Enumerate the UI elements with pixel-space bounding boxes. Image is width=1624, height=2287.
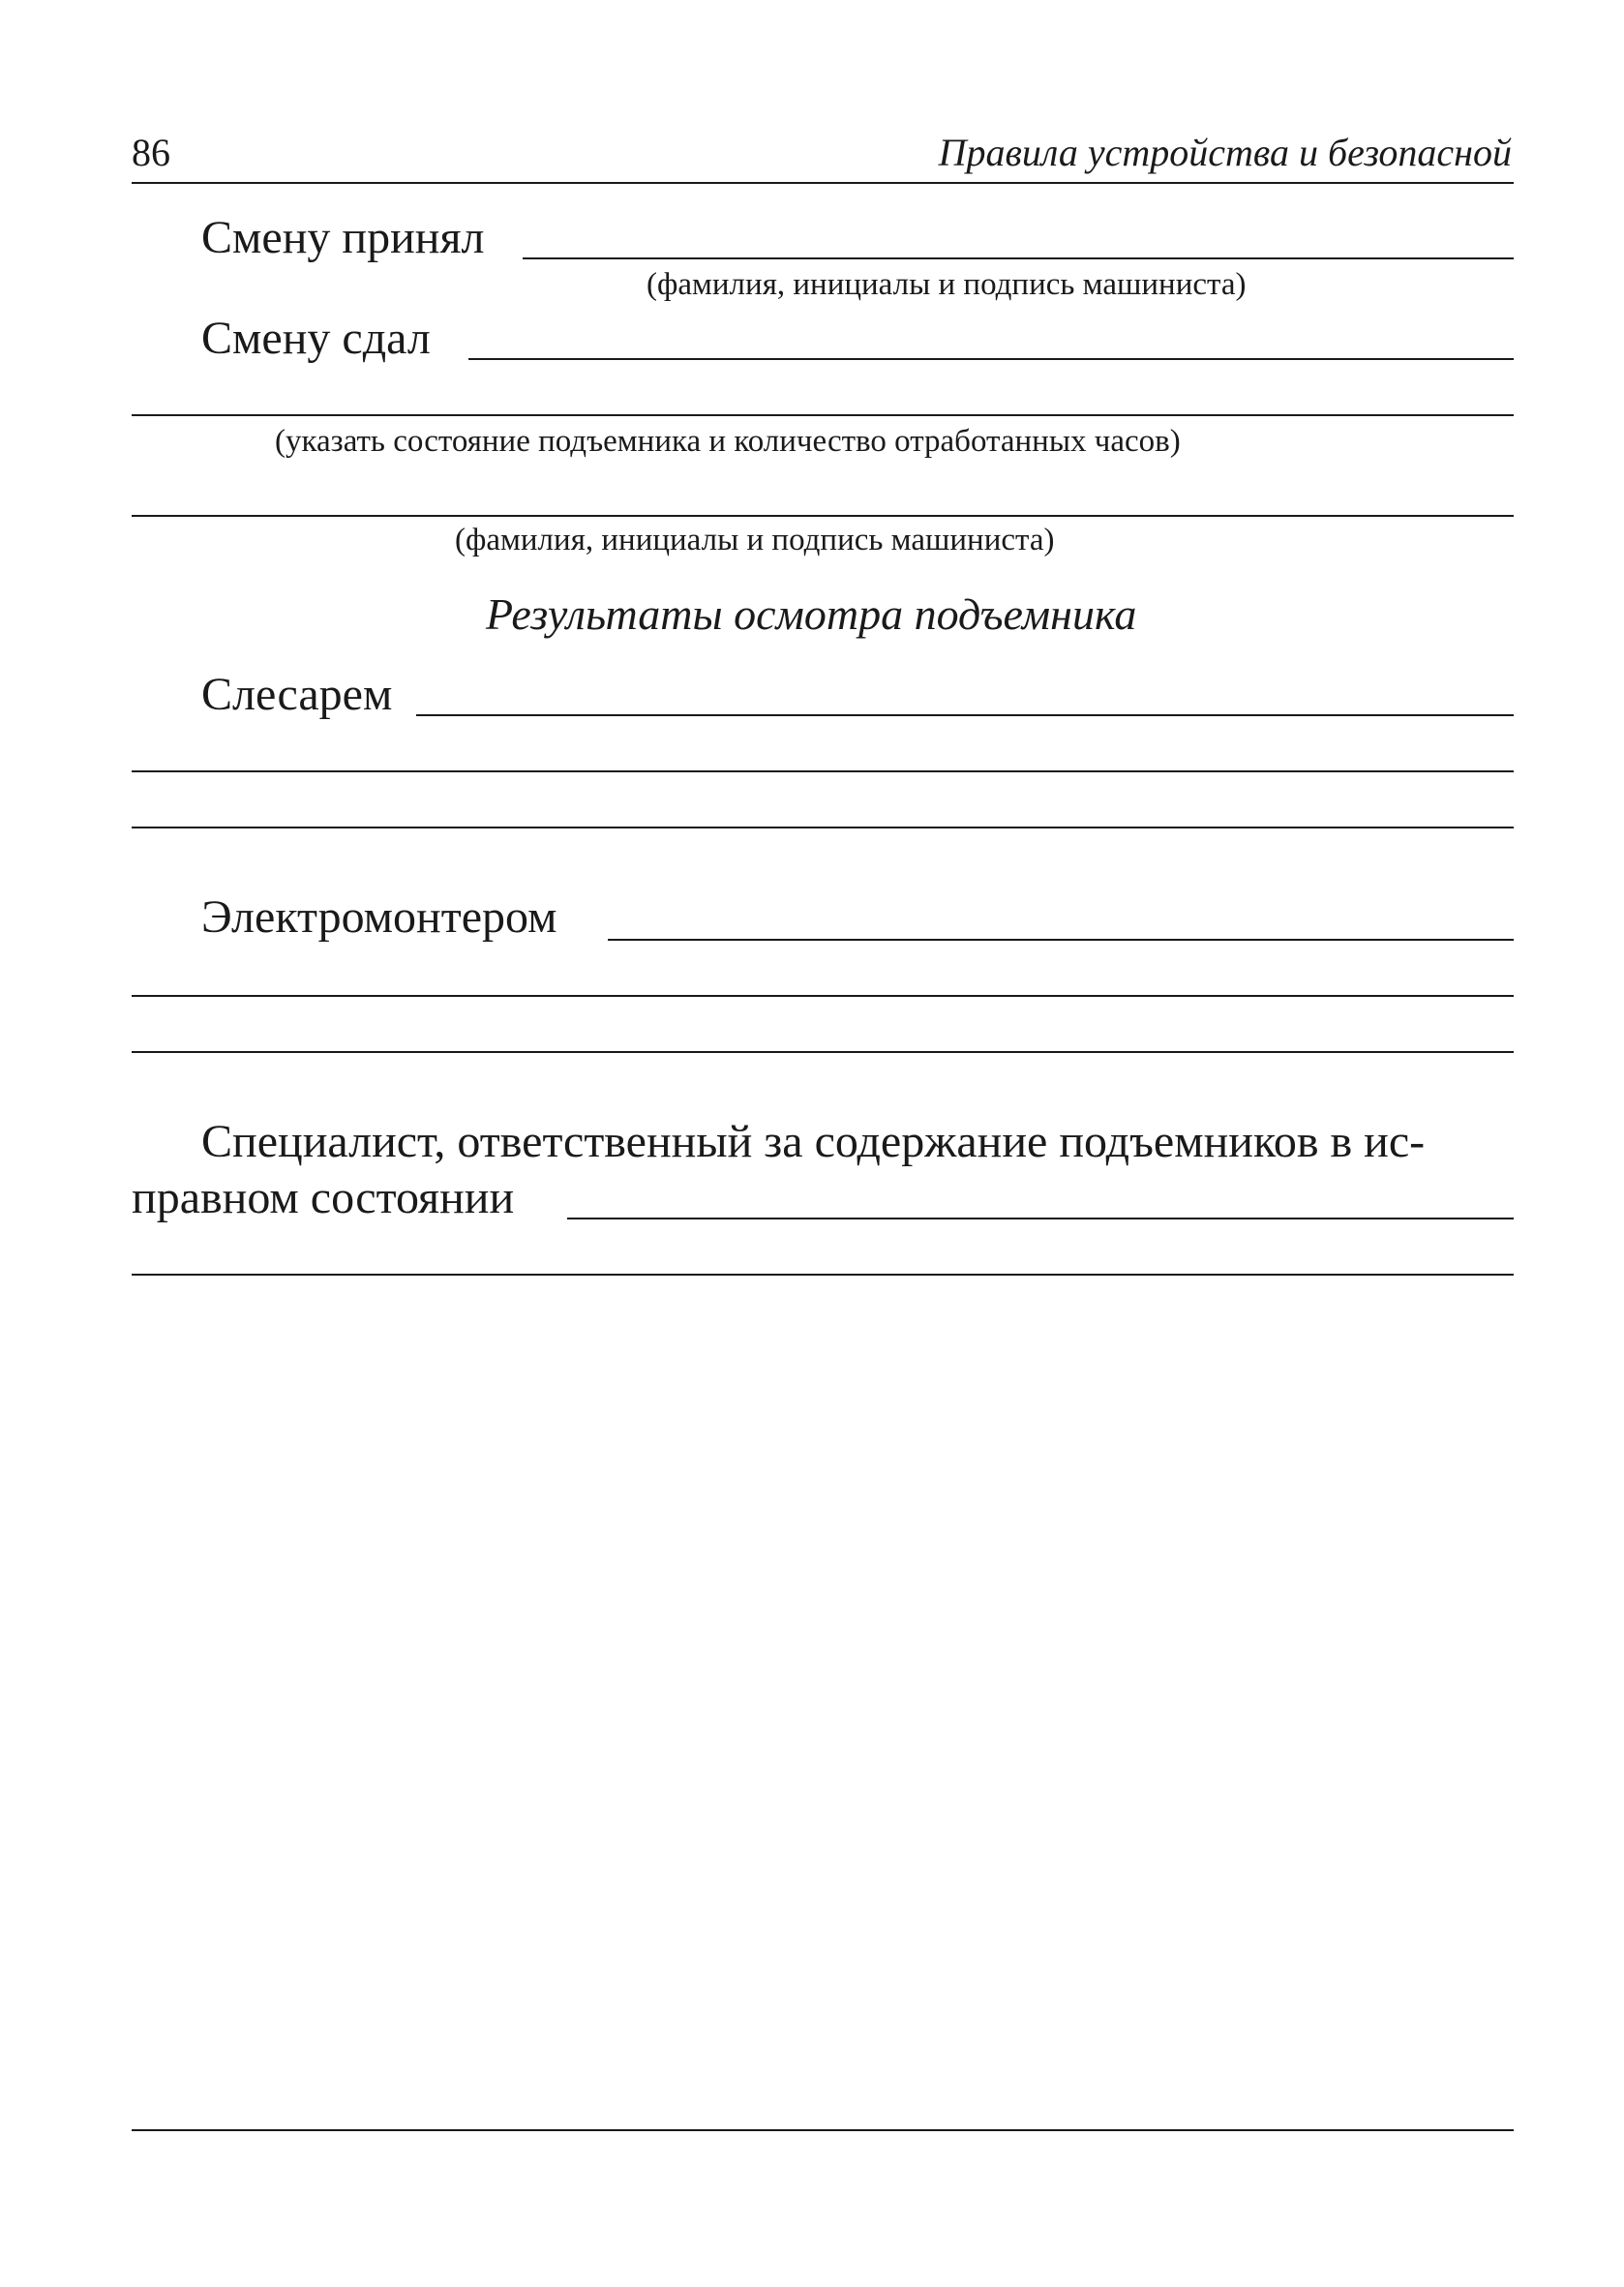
electrician-line-3[interactable]	[132, 1051, 1514, 1053]
shift-handed-caption: (фамилия, инициалы и подпись машиниста)	[455, 523, 1055, 557]
specialist-line-2[interactable]	[132, 1274, 1514, 1276]
shift-accepted-label: Смену принял	[201, 212, 485, 263]
footer-rule	[132, 2129, 1514, 2131]
lift-state-caption: (указать состояние подъемника и количество отработанных часов)	[275, 424, 1181, 459]
locksmith-line[interactable]	[416, 714, 1514, 716]
shift-accepted-caption: (фамилия, инициалы и подпись машиниста)	[647, 267, 1247, 302]
running-title: Правила устройства и безопасной	[938, 131, 1512, 174]
page-number: 86	[132, 131, 170, 174]
shift-accepted-line[interactable]	[523, 257, 1514, 259]
shift-handed-label: Смену сдал	[201, 313, 431, 364]
shift-handed-signature-line[interactable]	[132, 515, 1514, 517]
locksmith-line-2[interactable]	[132, 770, 1514, 772]
specialist-label-line1: Специалист, ответственный за содержание подъемников в ис-	[201, 1116, 1426, 1167]
shift-handed-line[interactable]	[468, 358, 1514, 360]
locksmith-label: Слесарем	[201, 669, 393, 720]
lift-state-line[interactable]	[132, 414, 1514, 416]
electrician-label: Электромонтером	[201, 891, 557, 943]
electrician-line[interactable]	[608, 939, 1514, 941]
electrician-line-2[interactable]	[132, 995, 1514, 997]
specialist-label-line2: правном состоянии	[132, 1172, 515, 1223]
specialist-line[interactable]	[567, 1218, 1514, 1219]
header-rule	[132, 182, 1514, 184]
locksmith-line-3[interactable]	[132, 827, 1514, 828]
inspection-heading: Результаты осмотра подъемника	[486, 589, 1137, 639]
